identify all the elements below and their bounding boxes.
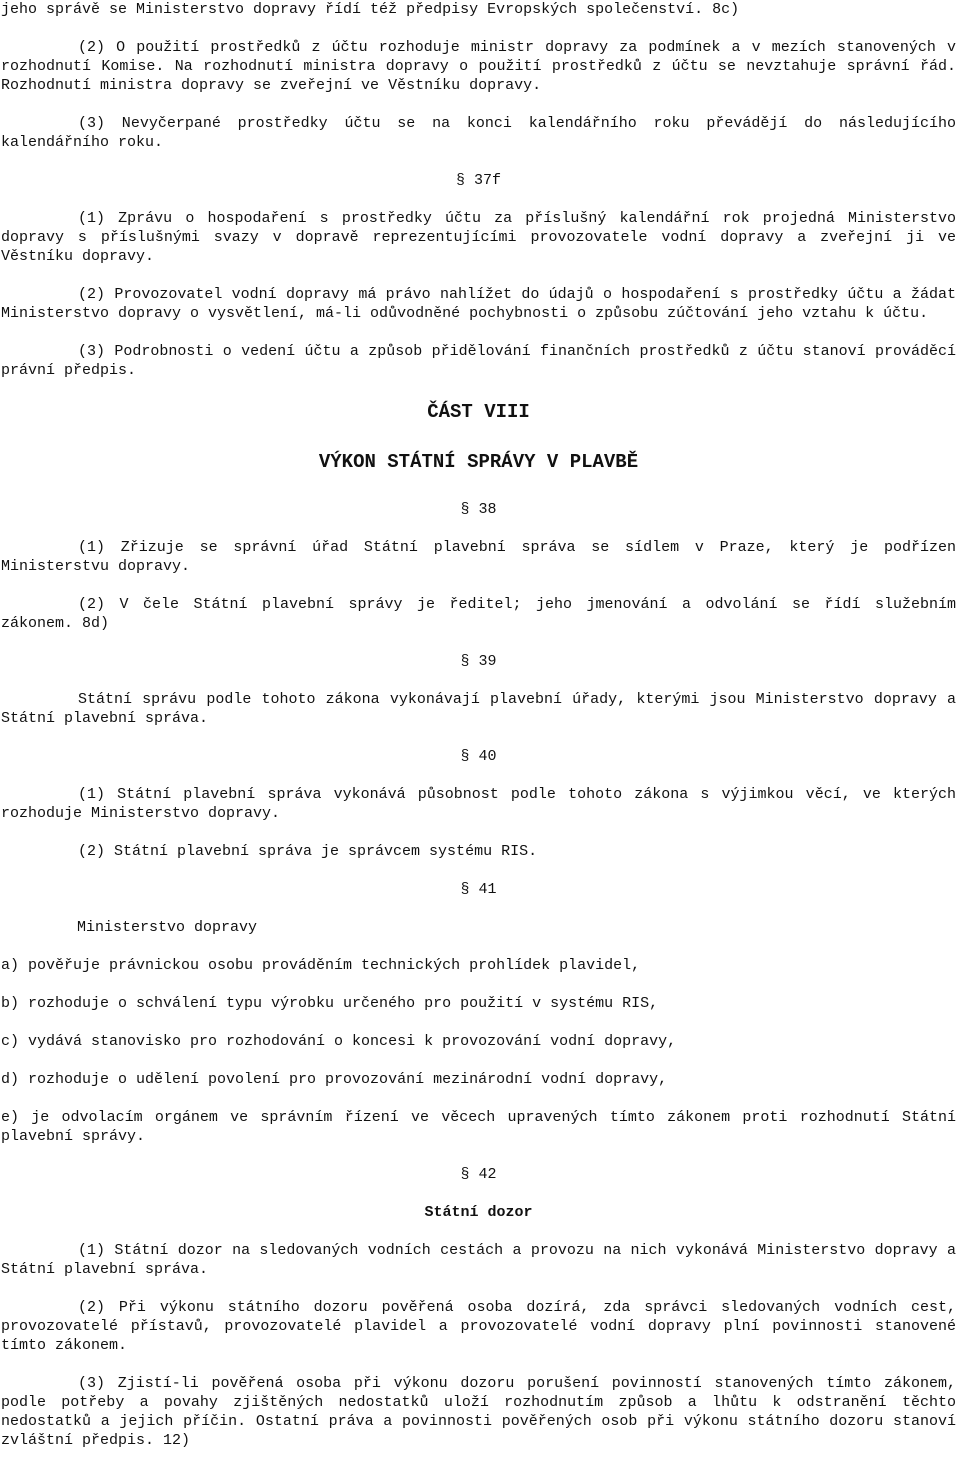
section-heading-37f: § 37f [455, 172, 501, 189]
paragraph-42-1: (1) Státní dozor na sledovaných vodních cestách a provozu na nich vykonává Ministerstvo dopravy a Státní plavební správa. [1, 1242, 956, 1278]
paragraph-38-1: (1) Zřizuje se správní úřad Státní plavební správa se sídlem v Praze, který je podřízen Ministerstvu dopravy. [1, 539, 956, 575]
list-item-a: a) pověřuje právnickou osobu prováděním technických prohlídek plavidel, [1, 957, 641, 974]
section-heading-40: § 40 [460, 748, 497, 765]
part-title: VÝKON STÁTNÍ SPRÁVY V PLAVBĚ [318, 451, 639, 473]
list-item-d: d) rozhoduje o udělení povolení pro provozování mezinárodní vodní dopravy, [1, 1071, 668, 1088]
list-item-e: e) je odvolacím orgánem ve správním řízení ve věcech upravených tímto zákonem proti rozhodnutí Státní plavební správy. [1, 1109, 956, 1145]
list-item-b: b) rozhoduje o schválení typu výrobku určeného pro použití v systému RIS, [1, 995, 659, 1012]
section-42-title: Státní dozor [424, 1204, 533, 1221]
paragraph-38-2: (2) V čele Státní plavební správy je ředitel; jeho jmenování a odvolání se řídí služebním zákonem. 8d) [1, 596, 956, 632]
paragraph-37f-3: (3) Podrobnosti o vedení účtu a způsob přidělování finančních prostředků z účtu stanoví prováděcí právní předpis. [1, 343, 956, 379]
section-heading-38: § 38 [460, 501, 497, 518]
paragraph-41-lead: Ministerstvo dopravy [77, 919, 258, 936]
paragraph-40-1: (1) Státní plavební správa vykonává působnost podle tohoto zákona s výjimkou věcí, ve kterých rozhoduje Ministerstvo dopravy. [1, 786, 956, 822]
paragraph-37e-2: (2) O použití prostředků z účtu rozhoduje ministr dopravy za podmínek a v mezích stanovených v rozhodnutí Komise. Na rozhodnutí ministra dopravy o použití prostředků z účtu se nevztahuje správní řád. Rozhodnutí ministra dopravy se zveřejní ve Věstníku dopravy. [1, 39, 956, 94]
paragraph-39: Státní správu podle tohoto zákona vykonávají plavební úřady, kterými jsou Ministerstvo dopravy a Státní plavební správa. [1, 691, 956, 727]
part-heading: ČÁST VIII [427, 401, 530, 423]
paragraph-37f-1: (1) Zprávu o hospodaření s prostředky účtu za příslušný kalendářní rok projedná Ministerstvo dopravy s příslušnými svazy v dopravě reprezentujícími provozovatele vodní dopravy a zveřejní ji ve Věstníku dopravy. [1, 210, 956, 265]
section-heading-39: § 39 [460, 653, 497, 670]
section-heading-42: § 42 [460, 1166, 497, 1183]
section-heading-41: § 41 [460, 881, 497, 898]
paragraph-42-3: (3) Zjistí-li pověřená osoba při výkonu dozoru porušení povinností stanovených tímto zákonem, podle potřeby a povahy zjištěných nedostatků uloží rozhodnutím způsob a lhůtu k odstranění těchto nedostatků a jejich příčin. Ostatní práva a povinnosti pověřených osob při výkonu státního dozoru stanoví zvláštní předpis. 12) [1, 1375, 956, 1449]
paragraph-40-2: (2) Státní plavební správa je správcem systému RIS. [78, 843, 538, 860]
paragraph-37f-2: (2) Provozovatel vodní dopravy má právo nahlížet do údajů o hospodaření s prostředky účtu a žádat Ministerstvo dopravy o vysvětlení, má-li odůvodněné pochybnosti o způsobu zúčtování jeho vztahu k účtu. [1, 286, 956, 322]
list-item-c: c) vydává stanovisko pro rozhodování o koncesi k provozování vodní dopravy, [1, 1033, 677, 1050]
paragraph-carryover: jeho správě se Ministerstvo dopravy řídí též předpisy Evropských společenství. 8c) [1, 1, 740, 18]
paragraph-42-2: (2) Při výkonu státního dozoru pověřená osoba dozírá, zda správci sledovaných vodních cest, provozovatelé přístavů, provozovatelé plavidel a provozovatelé vodní dopravy plní povinnosti stanovené tímto zákonem. [1, 1299, 956, 1354]
paragraph-37e-3: (3) Nevyčerpané prostředky účtu se na konci kalendářního roku převádějí do následujícího kalendářního roku. [1, 115, 956, 151]
